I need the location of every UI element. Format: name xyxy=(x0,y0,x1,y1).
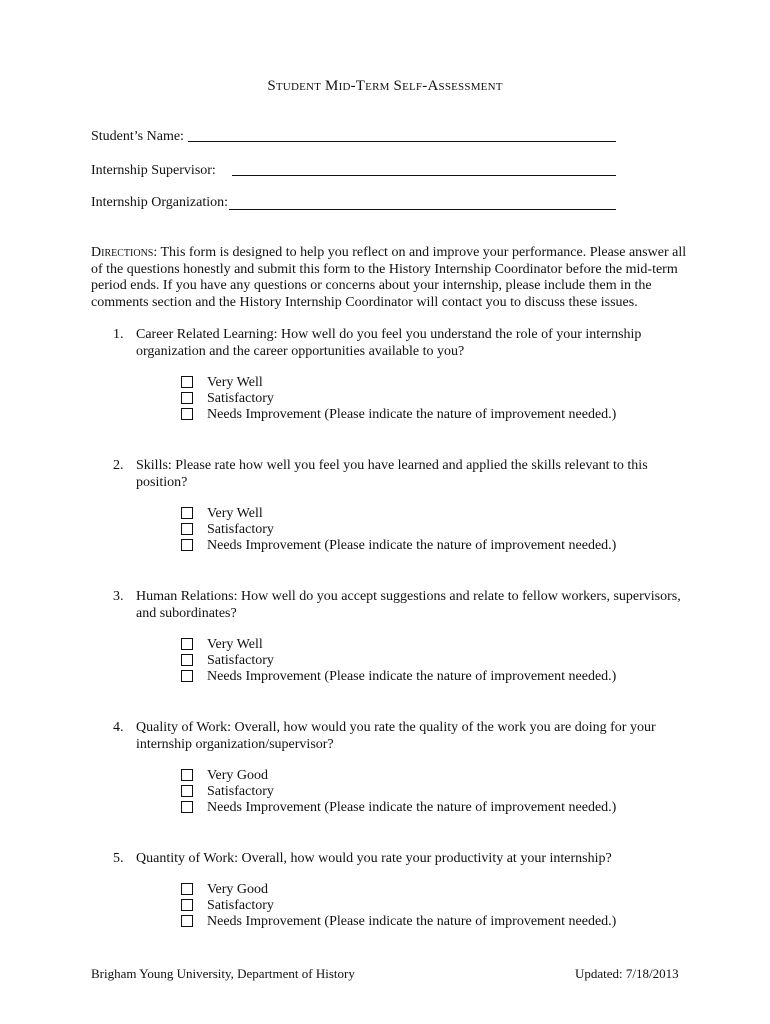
supervisor-row xyxy=(91,163,216,179)
directions-lead: irections xyxy=(101,245,154,260)
student-name-label: Student’s Name: xyxy=(91,129,184,144)
title-word: erm xyxy=(365,78,394,94)
title-initial: T xyxy=(355,78,366,94)
title-word: tudent xyxy=(275,78,326,94)
checkbox[interactable] xyxy=(181,670,193,682)
option-label: Very Well xyxy=(207,506,263,521)
page-title xyxy=(0,78,770,95)
footer-institution: Brigham Young University, Department of History xyxy=(91,966,355,981)
option-label: Satisfactory xyxy=(207,522,274,537)
option-label: Very Good xyxy=(207,768,269,783)
question-text: Quantity of Work: Overall, how would you rate your productivity at your internship? xyxy=(136,851,612,866)
title-word: elf- xyxy=(402,78,428,94)
question-number: 3. xyxy=(113,589,124,604)
question-number: 1. xyxy=(113,327,124,342)
checkbox[interactable] xyxy=(181,801,193,813)
option-label: Needs Improvement (Please indicate the nature of improvement needed.) xyxy=(207,914,617,929)
checkbox[interactable] xyxy=(181,899,193,911)
checkbox[interactable] xyxy=(181,785,193,797)
question-text: Skills: Please rate how well you feel you have learned and applied the skills relevant to this position? xyxy=(136,458,648,490)
option-label: Satisfactory xyxy=(207,391,274,406)
option-label: Very Well xyxy=(207,637,263,652)
supervisor-label: Internship Supervisor: xyxy=(91,163,216,178)
option-label: Very Well xyxy=(207,375,263,390)
option-label: Needs Improvement (Please indicate the nature of improvement needed.) xyxy=(207,669,617,684)
checkbox[interactable] xyxy=(181,408,193,420)
question-number: 5. xyxy=(113,851,124,866)
student-name-row xyxy=(91,129,184,145)
checkbox[interactable] xyxy=(181,915,193,927)
checkbox[interactable] xyxy=(181,392,193,404)
question-text: Quality of Work: Overall, how would you rate the quality of the work you are doing for your internship organization/supervisor? xyxy=(136,720,656,752)
option-label: Satisfactory xyxy=(207,784,274,799)
footer-updated-date: Updated: 7/18/2013 xyxy=(575,966,679,981)
option-label: Needs Improvement (Please indicate the nature of improvement needed.) xyxy=(207,800,617,815)
directions-text: This form is designed to help you reflect on and improve your performance. Please answer all of the questions honestly and submit this form to the History Internship Coordinator before the mid-term period ends. If you have any questions or concerns about your internship, please include them in the comments section and the History Internship Coordinator will contact you to discuss these issues. xyxy=(91,245,687,310)
checkbox[interactable] xyxy=(181,638,193,650)
question-number: 2. xyxy=(113,458,124,473)
directions-colon: : xyxy=(153,245,158,260)
checkbox[interactable] xyxy=(181,654,193,666)
title-word: ssessment xyxy=(438,78,503,94)
directions-lead-initial: D xyxy=(91,245,102,260)
checkbox[interactable] xyxy=(181,539,193,551)
organization-field[interactable] xyxy=(229,209,616,210)
question-text: Human Relations: How well do you accept suggestions and relate to fellow workers, supervisors, and subordinates? xyxy=(136,589,681,621)
title-initial: A xyxy=(427,78,439,94)
checkbox[interactable] xyxy=(181,883,193,895)
title-initial: M xyxy=(325,78,339,94)
directions-paragraph xyxy=(91,245,691,311)
organization-label: Internship Organization: xyxy=(91,195,228,210)
title-initial: S xyxy=(393,78,403,94)
option-label: Satisfactory xyxy=(207,653,274,668)
checkbox[interactable] xyxy=(181,507,193,519)
checkbox[interactable] xyxy=(181,523,193,535)
option-label: Needs Improvement (Please indicate the nature of improvement needed.) xyxy=(207,407,617,422)
option-label: Very Good xyxy=(207,882,269,897)
option-label: Needs Improvement (Please indicate the nature of improvement needed.) xyxy=(207,538,617,553)
title-initial: S xyxy=(267,78,276,94)
checkbox[interactable] xyxy=(181,769,193,781)
checkbox[interactable] xyxy=(181,376,193,388)
student-name-field[interactable] xyxy=(188,141,616,142)
supervisor-field[interactable] xyxy=(232,175,616,176)
title-word: id- xyxy=(338,78,356,94)
option-label: Satisfactory xyxy=(207,898,274,913)
question-text: Career Related Learning: How well do you feel you understand the role of your internship organization and the career opportunities available to you? xyxy=(136,327,642,359)
question-number: 4. xyxy=(113,720,124,735)
organization-row xyxy=(91,195,228,211)
